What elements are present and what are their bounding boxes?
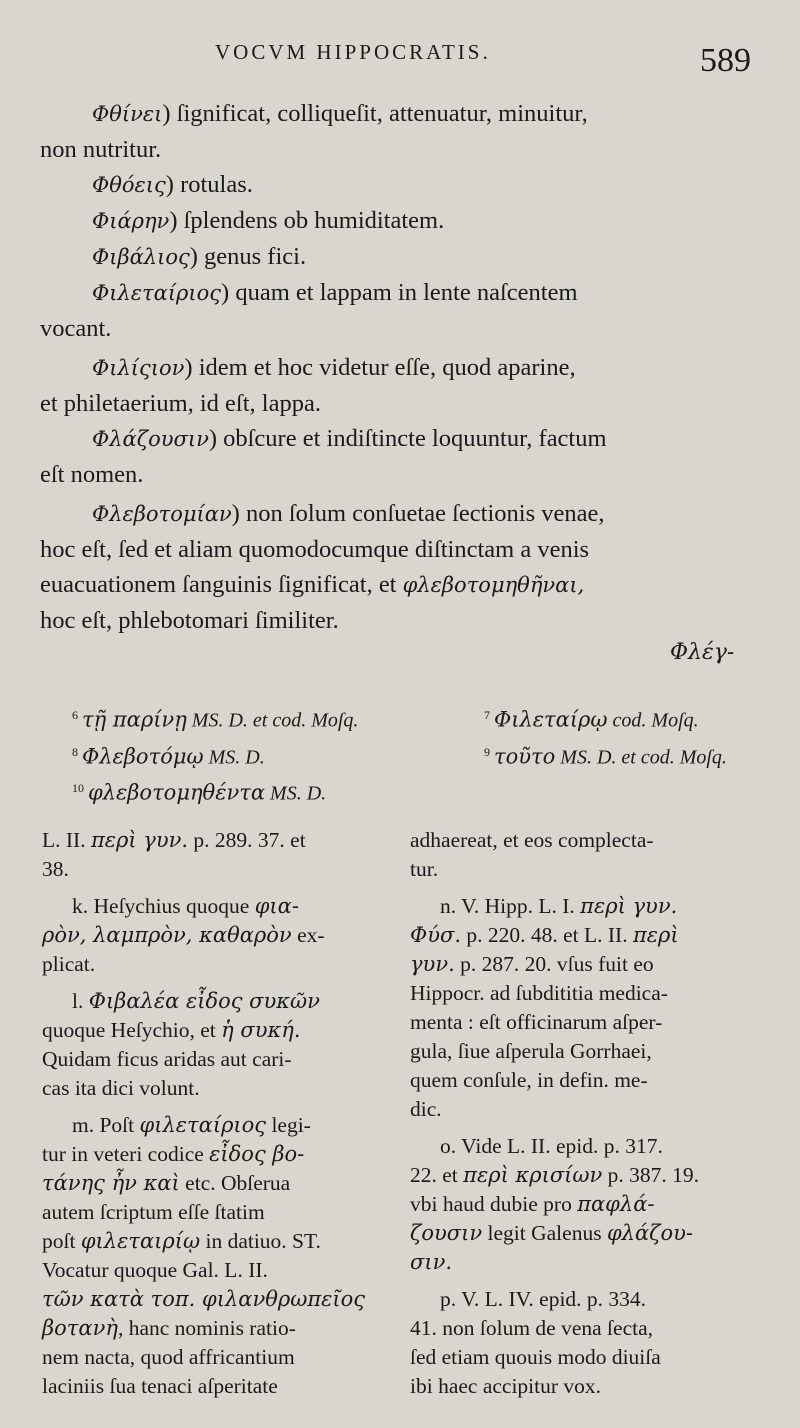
- commentary-text: n. V. Hipp. L. I.: [440, 894, 581, 918]
- commentary-text: adhaereat, et eos complecta-: [410, 828, 654, 852]
- page-header: [0, 40, 800, 90]
- commentary-line: [410, 1285, 760, 1314]
- entry-line: [40, 96, 765, 132]
- greek-headword: Φλάζουσιν: [92, 427, 209, 451]
- footnote-line: [72, 700, 772, 737]
- commentary-line: [42, 1074, 392, 1103]
- commentary-line: [42, 1140, 392, 1169]
- commentary-line: [410, 921, 760, 950]
- entry-line: [40, 275, 765, 311]
- commentary-greek: περὶ γυν.: [90, 828, 189, 852]
- greek-headword: Φθόεις: [92, 173, 166, 197]
- commentary-line: [42, 826, 392, 855]
- entry-text: ) non ſolum conſuetae ſectionis venae,: [231, 500, 605, 527]
- footnote-number: 9: [484, 744, 490, 759]
- footnote-greek: φλεβοτομηθέντα: [88, 780, 266, 805]
- commentary-line: [410, 1037, 760, 1066]
- commentary-text: p. 287. 20. vſus fuit eo: [454, 952, 654, 976]
- commentary-greek: βοτανὴ: [42, 1316, 118, 1340]
- commentary-line: [42, 1256, 392, 1285]
- commentary-text: autem ſcriptum eſſe ſtatim: [42, 1200, 265, 1224]
- footnote-text: MS. D.: [203, 746, 265, 769]
- footnote-line: [72, 737, 772, 774]
- commentary-text: tur.: [410, 857, 439, 881]
- commentary-line: [410, 1132, 760, 1161]
- footnote-number: 6: [72, 708, 78, 722]
- footnote-text: MS. D.: [265, 782, 327, 805]
- commentary-text: Quidam ficus aridas aut cari-: [42, 1047, 292, 1071]
- commentary-text: p. 220. 48. et L. II.: [461, 923, 633, 947]
- commentary-greek: φιλεταιρίῳ: [80, 1229, 201, 1253]
- entry-text: hoc eſt, phlebotomari ſimiliter.: [40, 607, 339, 634]
- commentary-greek: παφλά-: [577, 1192, 655, 1216]
- commentary-text: , hanc nominis ratio-: [117, 1316, 296, 1340]
- commentary-text: quem conſule, in defin. me-: [410, 1068, 648, 1092]
- entry-text: eſt nomen.: [40, 461, 144, 488]
- commentary-text: Hippocr. ad ſubdititia medica-: [410, 981, 668, 1005]
- entry-line: [40, 132, 765, 167]
- footnote-text: MS. D. et cod. Moſq.: [186, 709, 359, 732]
- footnote-text: cod. Moſq.: [607, 709, 699, 732]
- entry-text: ) idem et hoc videtur eſſe, quod aparine,: [184, 354, 576, 381]
- commentary-line: [42, 1343, 392, 1372]
- commentary-text: ſed etiam quouis modo diuiſa: [410, 1345, 661, 1369]
- commentary-text: plicat.: [42, 952, 96, 976]
- entry-line: [40, 350, 765, 386]
- commentary-line: [410, 1190, 760, 1219]
- commentary-line: [42, 1285, 392, 1314]
- commentary-line: [42, 892, 392, 921]
- entry-line: [40, 311, 765, 346]
- commentary-text: 41. non ſolum de vena ſecta,: [410, 1316, 653, 1340]
- commentary-line: [410, 1095, 760, 1124]
- commentary-line: [42, 921, 392, 950]
- commentary-text: ex-: [291, 923, 325, 947]
- footnote-line: [72, 773, 772, 810]
- entry-text: non nutritur.: [40, 136, 162, 163]
- commentary-line: [410, 892, 760, 921]
- commentary-text: m. Poſt: [72, 1113, 140, 1137]
- commentary-text: 38.: [42, 857, 69, 881]
- commentary-text: L. II.: [42, 828, 91, 852]
- commentary-text: o. Vide L. II. epid. p. 317.: [440, 1134, 663, 1158]
- commentary-line: [42, 1314, 392, 1343]
- left-commentary-column: [42, 826, 392, 1401]
- commentary-line: [42, 1111, 392, 1140]
- commentary-greek: φλάζου-: [606, 1221, 694, 1245]
- commentary-line: [42, 1045, 392, 1074]
- entry-text: ) ſignificat, colliqueſit, attenuatur, minuitur,: [162, 100, 588, 127]
- commentary-text: ibi haec accipitur vox.: [410, 1374, 602, 1398]
- entry-text: hoc eſt, ſed et aliam quomodocumque diſtinctam a venis: [40, 536, 590, 563]
- commentary-text: quoque Heſychio, et: [42, 1018, 222, 1042]
- commentary-greek: φιλεταίριος: [139, 1113, 267, 1137]
- commentary-text: cas ita dici volunt.: [42, 1076, 200, 1100]
- commentary-line: [410, 1372, 760, 1401]
- commentary-text: l.: [72, 989, 89, 1013]
- commentary-text: p. 289. 37. et: [188, 828, 306, 852]
- entry-text: et philetaerium, id eſt, lappa.: [40, 390, 321, 417]
- entry-text: ) obſcure et indiſtincte loquuntur, factum: [208, 425, 607, 452]
- footnote-number: 8: [72, 744, 78, 759]
- commentary-greek: φια-: [254, 894, 299, 918]
- greek-headword: Φλεβοτομίαν: [92, 502, 232, 526]
- footnote-number: 7: [484, 708, 490, 722]
- footnote-second: [484, 700, 699, 737]
- commentary-text: in datiuo. ST.: [200, 1229, 321, 1253]
- commentary-greek: γυν.: [410, 952, 455, 976]
- commentary-line: [42, 855, 392, 884]
- entry-line: [40, 167, 765, 203]
- greek-headword: Φιλεταίριος: [92, 281, 222, 305]
- commentary-greek: ρὸν, λαμπρὸν, καθαρὸν: [42, 923, 292, 947]
- entry-line: [40, 457, 765, 492]
- greek-headword: Φιάρην: [92, 209, 170, 233]
- commentary-text: p. V. L. IV. epid. p. 334.: [440, 1287, 647, 1311]
- commentary-greek: περὶ: [632, 923, 679, 947]
- commentary-line: [42, 950, 392, 979]
- commentary-line: [42, 987, 392, 1016]
- entry-line: [40, 239, 765, 275]
- greek-headword: Φιλίςιον: [92, 356, 185, 380]
- commentary-line: [42, 1227, 392, 1256]
- commentary-text: p. 387. 19.: [602, 1163, 700, 1187]
- greek-headword: Φθίνει: [92, 102, 163, 126]
- commentary-greek: περὶ κρισίων: [463, 1163, 603, 1187]
- commentary-text: gula, ſiue aſperula Gorrhaei,: [410, 1039, 652, 1063]
- footnote-greek: τοῦτο: [494, 744, 556, 769]
- footnotes: [72, 700, 772, 810]
- commentary-line: [410, 1161, 760, 1190]
- commentary-greek: τάνης ἦν καὶ: [42, 1171, 180, 1195]
- greek-headword: Φιβάλιος: [92, 245, 190, 269]
- commentary-line: [410, 855, 760, 884]
- commentary-greek: ἡ συκή.: [221, 1018, 301, 1042]
- commentary-text: laciniis ſua tenaci aſperitate: [42, 1374, 278, 1398]
- commentary-greek: Φιβαλέα εἶδος συκῶν: [88, 989, 320, 1013]
- commentary-line: [42, 1372, 392, 1401]
- entry-text: ) rotulas.: [165, 171, 253, 198]
- commentary-text: k. Heſychius quoque: [72, 894, 255, 918]
- footnote-second: [484, 737, 727, 774]
- entry-line: [40, 567, 765, 603]
- commentary-line: [410, 1343, 760, 1372]
- commentary-text: legi-: [266, 1113, 311, 1137]
- commentary-line: [410, 1314, 760, 1343]
- entry-text: ) quam et lappam in lente naſcentem: [221, 279, 578, 306]
- footnote-greek: Φλεβοτόμῳ: [82, 744, 204, 769]
- commentary-text: poſt: [42, 1229, 81, 1253]
- commentary-text: Vocatur quoque Gal. L. II.: [42, 1258, 268, 1282]
- entry-line: [40, 496, 765, 532]
- page-number: 589: [700, 42, 751, 79]
- entry-text: ) genus fici.: [189, 243, 307, 270]
- commentary-line: [410, 979, 760, 1008]
- footnote-greek: τῇ παρίνῃ: [82, 707, 187, 732]
- footnote-number: 10: [72, 781, 84, 796]
- entry-line: [40, 386, 765, 421]
- commentary-greek: τῶν κατὰ τοπ. φιλανθρωπεῖος: [42, 1287, 366, 1311]
- commentary-line: [42, 1198, 392, 1227]
- commentary-greek: περὶ γυν.: [580, 894, 678, 918]
- commentary-greek: ζουσιν: [410, 1221, 483, 1245]
- commentary-text: nem nacta, quod affricantium: [42, 1345, 295, 1369]
- right-commentary-column: [410, 826, 760, 1401]
- commentary-greek: εἶδος βο-: [209, 1142, 305, 1166]
- commentary-greek: Φύσ.: [410, 923, 461, 947]
- footnote-text: MS. D. et cod. Moſq.: [555, 746, 727, 769]
- commentary-text: tur in veteri codice: [42, 1142, 210, 1166]
- commentary-line: [410, 1066, 760, 1095]
- commentary-line: [42, 1169, 392, 1198]
- entry-text: euacuationem ſanguinis ſignificat, et: [40, 571, 403, 598]
- commentary-line: [410, 950, 760, 979]
- commentary-line: [410, 1248, 760, 1277]
- running-title: VOCVM HIPPOCRATIS.: [215, 40, 491, 64]
- commentary-text: 22. et: [410, 1163, 464, 1187]
- commentary-line: [410, 1008, 760, 1037]
- commentary-line: [410, 826, 760, 855]
- catchword: Φλέγ-: [670, 640, 735, 665]
- commentary-text: menta : eſt officinarum aſper-: [410, 1010, 663, 1034]
- commentary-text: legit Galenus: [482, 1221, 607, 1245]
- entry-line: [40, 421, 765, 457]
- entry-line: [40, 532, 765, 567]
- entry-text: ) ſplendens ob humiditatem.: [169, 207, 445, 234]
- commentary-text: vbi haud dubie pro: [410, 1192, 578, 1216]
- entry-text: vocant.: [40, 315, 112, 342]
- greek-word: φλεβοτομηθῆναι,: [402, 573, 585, 597]
- commentary-text: dic.: [410, 1097, 442, 1121]
- commentary-line: [42, 1016, 392, 1045]
- entry-line: [40, 603, 765, 638]
- footnote-greek: Φιλεταίρῳ: [494, 707, 608, 732]
- commentary-line: [410, 1219, 760, 1248]
- commentary-text: etc. Obſerua: [179, 1171, 291, 1195]
- commentary-greek: σιν.: [410, 1250, 453, 1274]
- main-text: [40, 96, 765, 638]
- entry-line: [40, 203, 765, 239]
